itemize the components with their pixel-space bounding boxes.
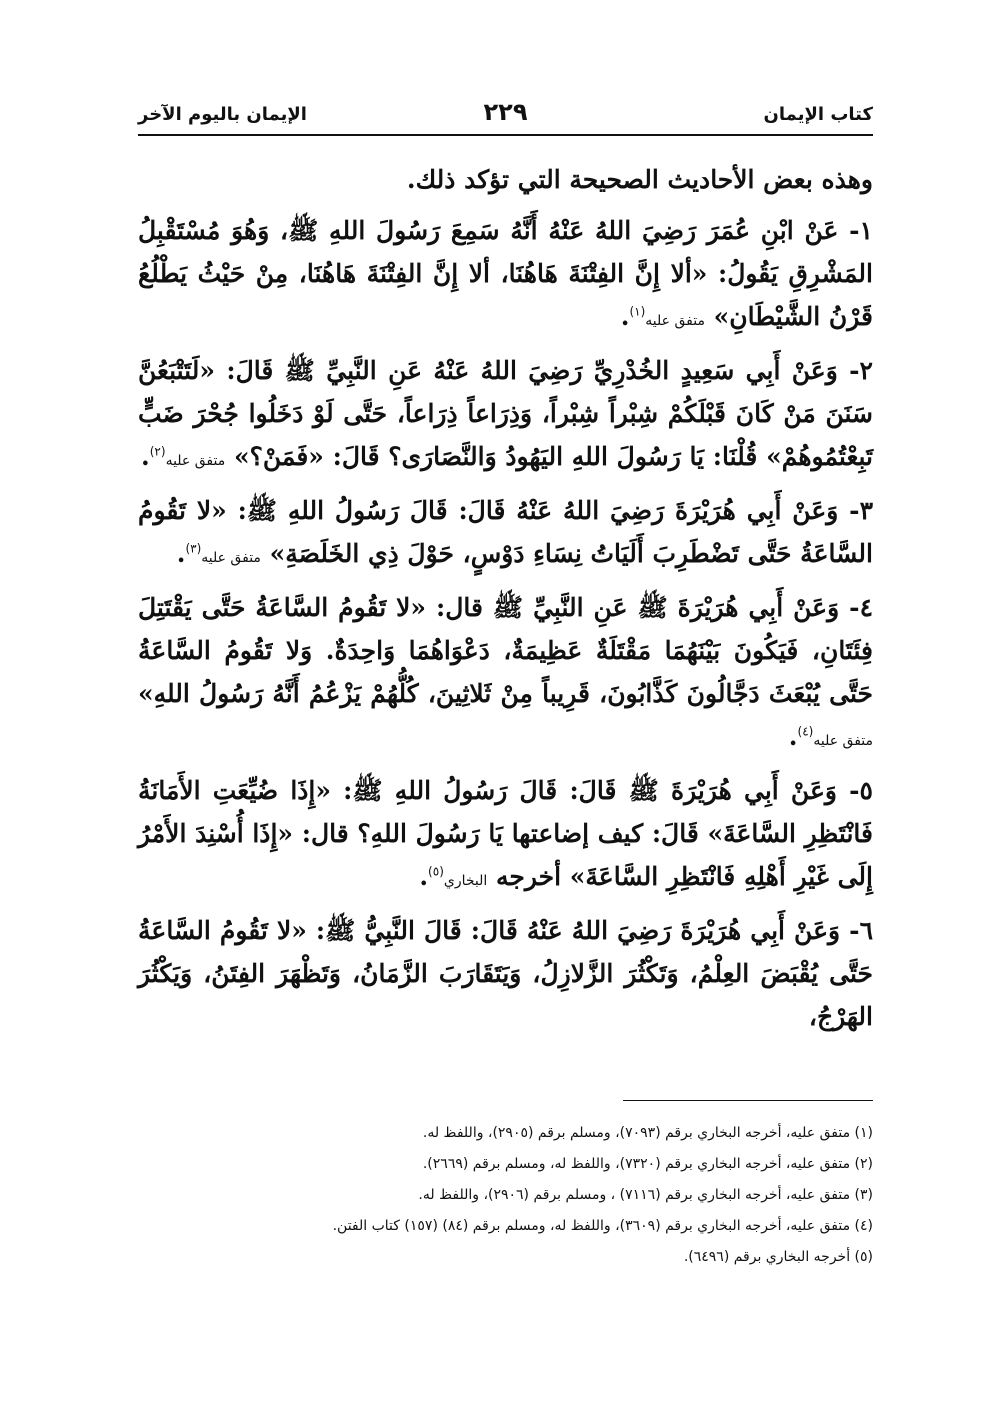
running-header xyxy=(138,98,873,132)
hadith-source: متفق عليه xyxy=(813,733,873,749)
hadith-text: وَعَنْ أَبِي هُرَيْرَةَ رَضِيَ اللهُ عَنْهُ قَالَ: قَالَ النَّبِيُّ ﷺ: «لا تَقُومُ السَّاعَةُ حَتَّى يُقْبَضَ العِلْمُ، وَتَكْثُرَ الزَّلازِلُ، وَيَتَقَارَبَ الزَّمَانُ، وَتَظْهَرَ الفِتَنُ، وَيَكْثُرَ الهَرْجُ، xyxy=(138,916,873,1031)
hadith-3: ٣- وَعَنْ أَبِي هُرَيْرَةَ رَضِيَ اللهُ عَنْهُ قَالَ: قَالَ رَسُولُ اللهِ ﷺ: «لا تَقُومُ السَّاعَةُ حَتَّى تَضْطَرِبَ أَلَيَاتُ نِسَاءِ دَوْسٍ، حَوْلَ ذِي الخَلَصَةِ» متفق عليه$^{(٣)}$. xyxy=(138,496,873,568)
hadith-2: ٢- وَعَنْ أَبِي سَعِيدٍ الخُدْرِيِّ رَضِيَ اللهُ عَنْهُ عَنِ النَّبِيِّ ﷺ قَالَ: «لَتَتْبَعُنَّ سَنَنَ مَنْ كَانَ قَبْلَكُمْ شِبْراً شِبْراً، وَذِرَاعاً ذِرَاعاً، حَتَّى لَوْ دَخَلُوا جُحْرَ ضَبٍّ تَبِعْتُمُوهُمْ» قُلْنَا: يَا رَسُولَ اللهِ اليَهُودُ وَالنَّصَارَى؟ قَالَ: «فَمَنْ؟» متفق عليه$^{(٢)}$. xyxy=(138,356,873,471)
hadith-text: وَعَنْ أَبِي هُرَيْرَةَ ﷺ عَنِ النَّبِيِّ ﷺ قال: «لا تَقُومُ السَّاعَةُ حَتَّى يَقْتَتِلَ فِئَتَانِ، فَيَكُونَ بَيْنَهُمَا مَقْتَلَةٌ عَظِيمَةٌ، دَعْوَاهُمَا وَاحِدَةٌ. وَلا تَقُومُ السَّاعَةُ حَتَّى يُبْعَثَ دَجَّالُونَ كَذَّابُونَ، قَرِيباً مِنْ ثَلاثِينَ، كُلُّهُمْ يَزْعُمُ أَنَّهُ رَسُولُ اللهِ» xyxy=(138,593,873,708)
hadith-text: وَعَنْ أَبِي هُرَيْرَةَ ﷺ قَالَ: قَالَ رَسُولُ اللهِ ﷺ: «إِذَا ضُيِّعَتِ الأَمَانَةُ فَانْتَظِرِ السَّاعَةَ» قَالَ: كيف إضاعتها يَا رَسُولَ اللهِ؟ قال: «إِذَا أُسْنِدَ الأَمْرُ إِلَى غَيْرِ أَهْلِهِ فَانْتَظِرِ السَّاعَةَ» أخرجه xyxy=(138,776,873,891)
footnote-rule xyxy=(623,1100,873,1101)
book-title: كتاب الإيمان xyxy=(763,104,873,125)
hadith-4: ٤- وَعَنْ أَبِي هُرَيْرَةَ ﷺ عَنِ النَّبِيِّ ﷺ قال: «لا تَقُومُ السَّاعَةُ حَتَّى يَقْتَتِلَ فِئَتَانِ، فَيَكُونَ بَيْنَهُمَا مَقْتَلَةٌ عَظِيمَةٌ، دَعْوَاهُمَا وَاحِدَةٌ. وَلا تَقُومُ السَّاعَةُ حَتَّى يُبْعَثَ دَجَّالُونَ كَذَّابُونَ، قَرِيباً مِنْ ثَلاثِينَ، كُلُّهُمْ يَزْعُمُ أَنَّهُ رَسُولُ اللهِ» متفق عليه$^{(٤)}$. xyxy=(138,593,873,751)
hadith-number: ٥- xyxy=(849,776,873,805)
hadith-1: ١- عَنْ ابْنِ عُمَرَ رَضِيَ اللهُ عَنْهُ أَنَّهُ سَمِعَ رَسُولَ اللهِ ﷺ، وَهُوَ مُسْتَقْبِلُ المَشْرِقِ يَقُولُ: «ألا إِنَّ الفِتْنَةَ هَاهُنَا، ألا إِنَّ الفِتْنَةَ هَاهُنَا، مِنْ حَيْثُ يَطْلُعُ قَرْنُ الشَّيْطَانِ» متفق عليه$^{(١)}$. xyxy=(138,216,873,331)
footnote-4: (٤) متفق عليه، أخرجه البخاري برقم (٣٦٠٩)، واللفظ له، ومسلم برقم (٨٤) (١٥٧) كتاب الفتن. xyxy=(332,1218,873,1234)
hadith-text: وَعَنْ أَبِي هُرَيْرَةَ رَضِيَ اللهُ عَنْهُ قَالَ: قَالَ رَسُولُ اللهِ ﷺ: «لا تَقُومُ السَّاعَةُ حَتَّى تَضْطَرِبَ أَلَيَاتُ نِسَاءِ دَوْسٍ، حَوْلَ ذِي الخَلَصَةِ» xyxy=(138,496,873,568)
chapter-title: الإيمان باليوم الآخر xyxy=(138,104,307,125)
hadith-number: ١- xyxy=(849,216,873,245)
hadith-text: عَنْ ابْنِ عُمَرَ رَضِيَ اللهُ عَنْهُ أَنَّهُ سَمِعَ رَسُولَ اللهِ ﷺ، وَهُوَ مُسْتَقْبِلُ المَشْرِقِ يَقُولُ: «ألا إِنَّ الفِتْنَةَ هَاهُنَا، ألا إِنَّ الفِتْنَةَ هَاهُنَا، مِنْ حَيْثُ يَطْلُعُ قَرْنُ الشَّيْطَانِ» xyxy=(138,216,873,331)
footnote-ref: (٤) xyxy=(797,724,814,739)
hadith-source: متفق عليه xyxy=(645,313,705,329)
hadith-source: البخاري xyxy=(443,873,488,889)
footnote-ref: (١) xyxy=(629,304,646,319)
hadith-number: ٢- xyxy=(849,356,873,385)
hadith-text: وَعَنْ أَبِي سَعِيدٍ الخُدْرِيِّ رَضِيَ اللهُ عَنْهُ عَنِ النَّبِيِّ ﷺ قَالَ: «لَتَتْبَعُنَّ سَنَنَ مَنْ كَانَ قَبْلَكُمْ شِبْراً شِبْراً، وَذِرَاعاً ذِرَاعاً، حَتَّى لَوْ دَخَلُوا جُحْرَ ضَبٍّ تَبِعْتُمُوهُمْ» قُلْنَا: يَا رَسُولَ اللهِ اليَهُودُ وَالنَّصَارَى؟ قَالَ: «فَمَنْ؟» xyxy=(138,356,873,471)
header-rule xyxy=(138,134,873,136)
hadith-6 xyxy=(138,909,873,1038)
hadith-5: ٥- وَعَنْ أَبِي هُرَيْرَةَ ﷺ قَالَ: قَالَ رَسُولُ اللهِ ﷺ: «إِذَا ضُيِّعَتِ الأَمَانَةُ فَانْتَظِرِ السَّاعَةَ» قَالَ: كيف إضاعتها يَا رَسُولَ اللهِ؟ قال: «إِذَا أُسْنِدَ الأَمْرُ إِلَى غَيْرِ أَهْلِهِ فَانْتَظِرِ السَّاعَةَ» أخرجه البخاري$^{(٥)}$. xyxy=(138,776,873,891)
main-text xyxy=(138,158,873,1044)
footnote-3: (٣) متفق عليه، أخرجه البخاري برقم (٧١١٦) ، ومسلم برقم (٢٩٠٦)، واللفظ له. xyxy=(418,1187,873,1203)
footnotes xyxy=(138,1118,873,1273)
footnote-2: (٢) متفق عليه، أخرجه البخاري برقم (٧٣٢٠)، واللفظ له، ومسلم برقم (٢٦٦٩). xyxy=(422,1156,873,1172)
footnote-1: (١) متفق عليه، أخرجه البخاري برقم (٧٠٩٣)، ومسلم برقم (٢٩٠٥)، واللفظ له. xyxy=(422,1125,873,1141)
hadith-number: ٣- xyxy=(849,496,873,525)
footnote-ref: (٢) xyxy=(149,444,166,459)
hadith-number: ٤- xyxy=(849,593,873,622)
intro-paragraph: وهذه بعض الأحاديث الصحيحة التي تؤكد ذلك. xyxy=(406,165,873,194)
footnote-5: (٥) أخرجه البخاري برقم (٦٤٩٦). xyxy=(683,1249,873,1265)
footnote-ref: (٥) xyxy=(428,864,444,879)
hadith-source: متفق عليه xyxy=(201,550,261,566)
footnote-ref: (٣) xyxy=(185,541,202,556)
hadith-source: متفق عليه xyxy=(165,453,226,469)
hadith-number: ٦- xyxy=(849,916,873,945)
page-number: ٢٢٩ xyxy=(483,98,528,126)
